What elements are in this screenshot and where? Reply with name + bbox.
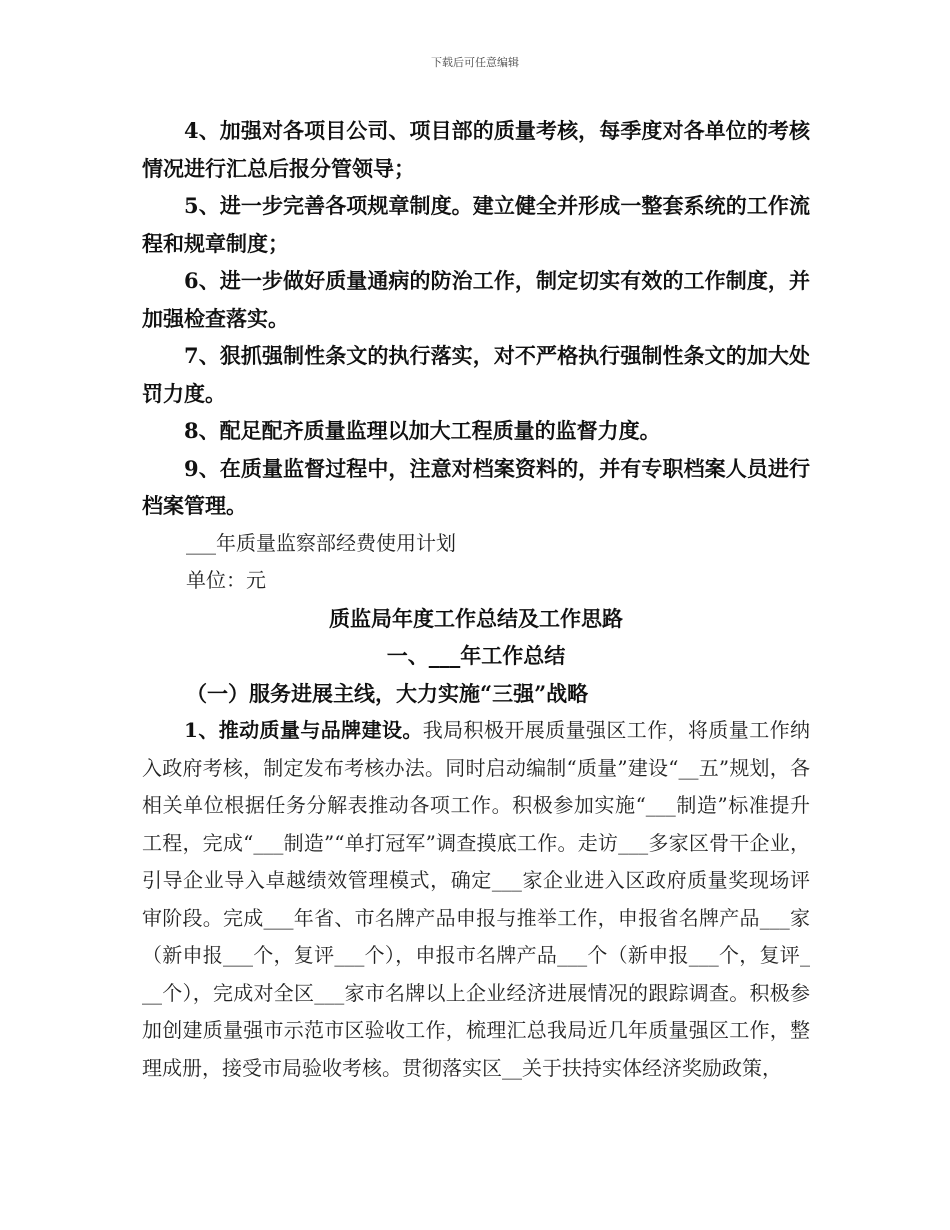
- document-title: 质监局年度工作总结及工作思路: [329, 605, 623, 631]
- list-item: 7、狠抓强制性条文的执行落实，对不严格执行强制性条文的加大处罚力度。: [142, 343, 810, 406]
- list-item: 4、加强对各项目公司、项目部的质量考核，每季度对各单位的考核情况进行汇总后报分管领导；: [142, 118, 810, 181]
- plan-title: ___年质量监察部经费使用计划: [186, 530, 456, 555]
- page-header-note: 下载后可任意编辑: [431, 56, 519, 69]
- list-item: 6、进一步做好质量通病的防治工作，制定切实有效的工作制度，并加强检查落实。: [142, 268, 810, 331]
- list-item: 8、配足配齐质量监理以加大工程质量的监督力度。: [184, 418, 661, 443]
- paragraph-text: 我局积极开展质量强区工作，将质量工作纳入政府考核，制定发布考核办法。同时启动编制“质量”建设“__五”规划，各相关单位根据任务分解表推动各项工作。积极参加实施“___制造”标准提升工程，完成“___制造”“单打冠军”调查摸底工作。走访___多家区骨干企业，引导企业导入卓越绩效管理模式，确定___家企业进入区政府质量奖现场评审阶段。完成___年省、市名牌产品申报与推举工作，申报省名牌产品___家（新申报___个，复评___个），申报市名牌产品___个（新申报___个，复评___个），完成对全区___家市名牌以上企业经济进展情况的跟踪调查。积极参加创建质量强市示范市区验收工作，梳理汇总我局近几年质量强区工作，整理成册，接受市局验收考核。贯彻落实区__关于扶持实体经济奖励政策，: [142, 718, 810, 1080]
- subsection-title: （一）服务进展主线，大力实施“三强”战略: [186, 680, 589, 706]
- unit-line: 单位：元: [186, 568, 266, 592]
- list-item: 5、进一步完善各项规章制度。建立健全并形成一整套系统的工作流程和规章制度；: [142, 193, 810, 256]
- list-item: 9、在质量监督过程中，注意对档案资料的，并有专职档案人员进行档案管理。: [142, 455, 810, 518]
- body-paragraph: [142, 712, 810, 1087]
- paragraph-lead: 1、推动质量与品牌建设。: [184, 718, 423, 742]
- section-title: 一、___年工作总结: [386, 643, 566, 668]
- document-body: [142, 112, 810, 1087]
